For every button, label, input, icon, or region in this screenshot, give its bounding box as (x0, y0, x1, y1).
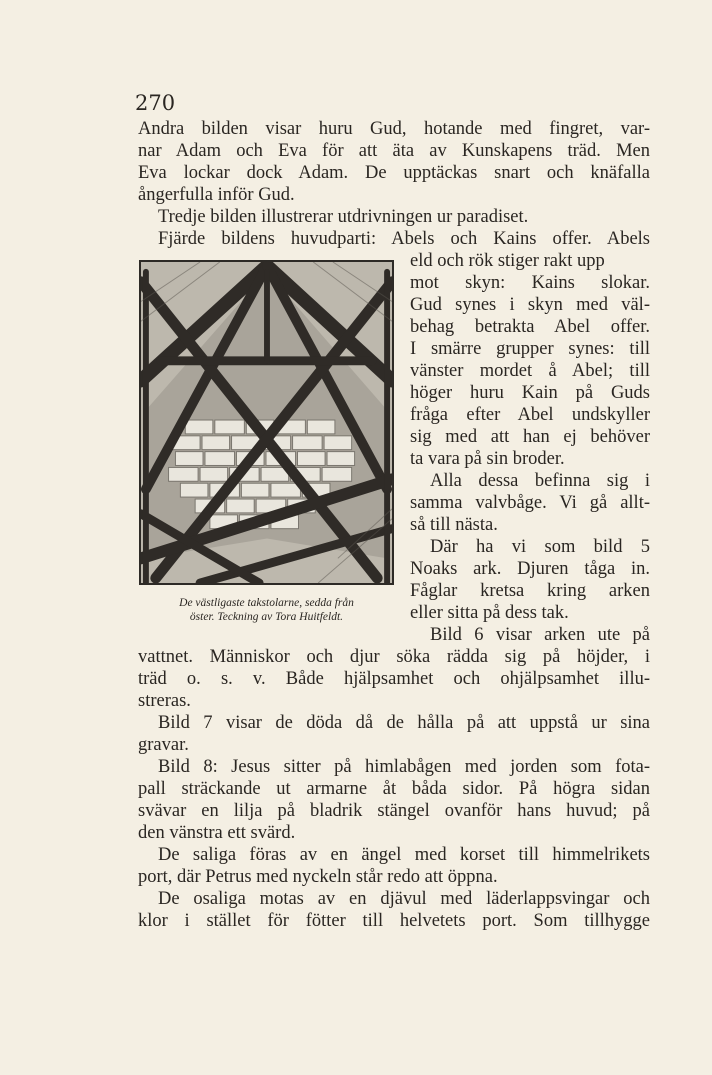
text-line: nar Adam och Eva för att äta av Kunskapens träd. Men (138, 141, 650, 161)
text-line: Andra bilden visar huru Gud, hotande med fingret, var- (138, 119, 650, 139)
text-line: fråga efter Abel undskyller (410, 405, 650, 425)
roof-truss-drawing (141, 262, 392, 583)
text-line: Gud synes i skyn med väl- (410, 295, 650, 315)
text-line: den vänstra ett svärd. (138, 823, 296, 843)
text-line: samma valvbåge. Vi gå allt- (410, 493, 650, 513)
text-line: De saliga föras av en ängel med korset till himmelrikets (158, 845, 650, 865)
text-line: ångerfulla inför Gud. (138, 185, 295, 205)
text-line: Tredje bilden illustrerar utdrivningen ur paradiset. (158, 207, 529, 227)
text-line: vänster mordet å Abel; till (410, 361, 650, 381)
text-line: svävar en lilja på bladrik stängel ovanför hans huvud; på (138, 801, 650, 821)
text-line: Där ha vi som bild 5 (430, 537, 650, 557)
text-line: Noaks ark. Djuren tåga in. (410, 559, 650, 579)
figure-caption (139, 596, 394, 624)
text-line: Fåglar kretsa kring arken (410, 581, 650, 601)
text-line: klor i stället för fötter till helvetets port. Som tillhygge (138, 911, 650, 931)
text-line: behag betrakta Abel offer. (410, 317, 650, 337)
text-line: port, där Petrus med nyckeln står redo att öppna. (138, 867, 498, 887)
roof-truss-illustration (139, 260, 394, 585)
caption-line: öster. Teckning av Tora Huitfeldt. (189, 611, 344, 623)
text-line: höger huru Kain på Guds (410, 383, 650, 403)
page-number: 270 (135, 91, 176, 115)
text-line: Eva lockar dock Adam. De upptäckas snart och knäfalla (138, 163, 650, 183)
text-line: Bild 7 visar de döda då de hålla på att uppstå ur sina (158, 713, 650, 733)
text-line: I smärre grupper synes: till (410, 339, 650, 359)
caption-line: De västligaste takstolarne, sedda från (179, 597, 354, 609)
text-line: Bild 8: Jesus sitter på himlabågen med jorden som fota- (158, 757, 650, 777)
text-line: mot skyn: Kains slokar. (410, 273, 650, 293)
text-line: eller sitta på dess tak. (410, 603, 569, 623)
text-line: De osaliga motas av en djävul med läderlappsvingar och (158, 889, 650, 909)
text-line: streras. (138, 691, 191, 711)
text-line: gravar. (138, 735, 189, 755)
text-line: så till nästa. (410, 515, 498, 535)
text-line: eld och rök stiger rakt upp (410, 251, 605, 271)
text-line: Fjärde bildens huvudparti: Abels och Kains offer. Abels (158, 229, 650, 249)
text-line: vattnet. Människor och djur söka rädda sig på höjder, i (138, 647, 650, 667)
text-line: sig med att han ej behöver (410, 427, 650, 447)
text-line: Bild 6 visar arken ute på (430, 625, 650, 645)
text-line: Alla dessa befinna sig i (430, 471, 650, 491)
text-line: ta vara på sin broder. (410, 449, 565, 469)
text-line: pall sträckande ut armarne åt båda sidor. På högra sidan (138, 779, 650, 799)
text-line: träd o. s. v. Både hjälpsamhet och ohjälpsamhet illu- (138, 669, 650, 689)
